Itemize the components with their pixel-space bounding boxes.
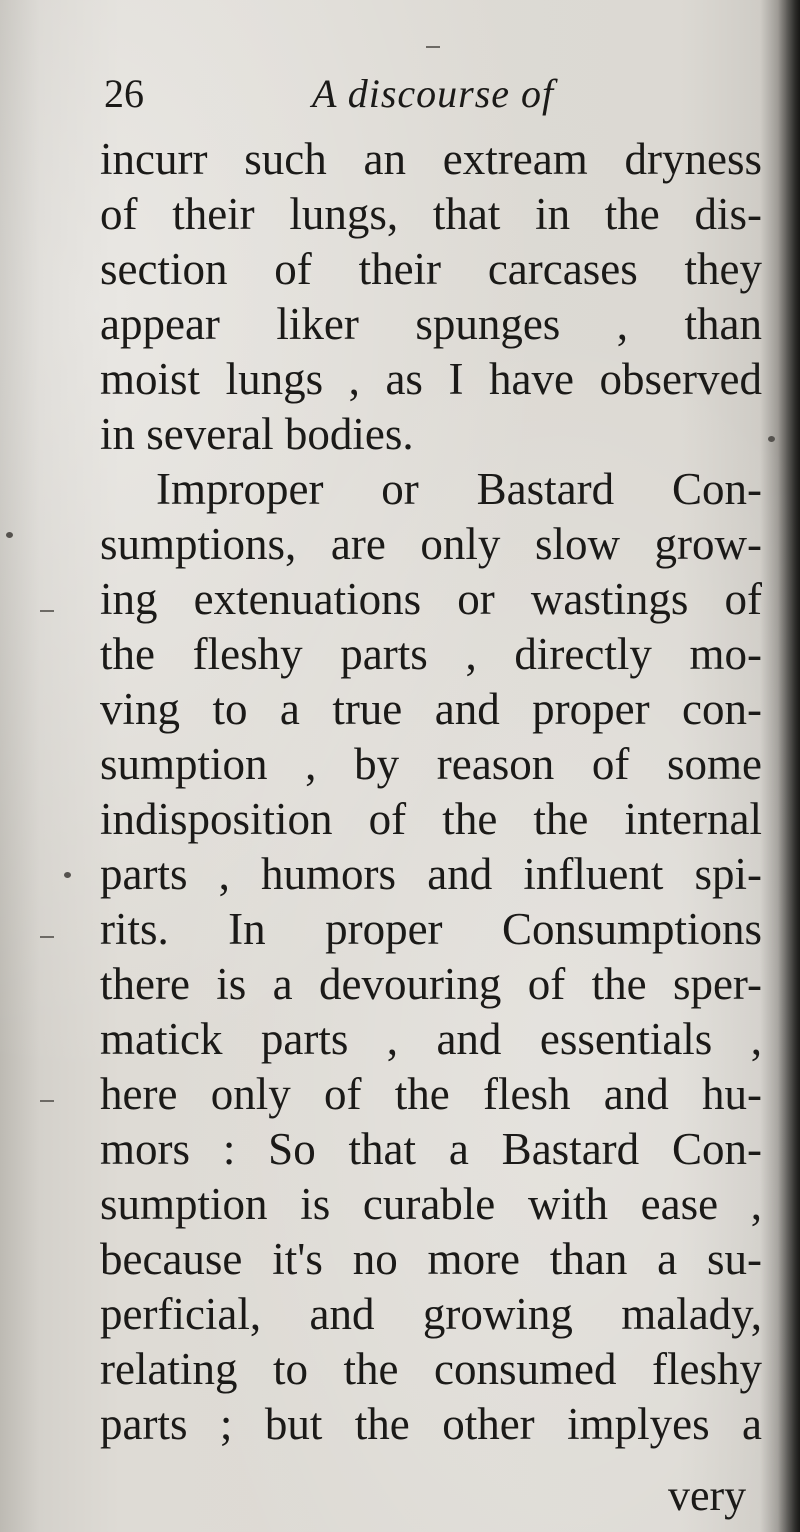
text-line: mors : So that a Bastard Con- — [100, 1124, 762, 1174]
print-mark — [40, 610, 54, 612]
text-line: there is a devouring of the sper- — [100, 959, 762, 1009]
text-line: sumption , by reason of some — [100, 739, 762, 789]
text-line: relating to the consumed fleshy — [100, 1344, 762, 1394]
text-line: Improper or Bastard Con- — [156, 464, 762, 514]
paragraph — [100, 462, 762, 1452]
catchword: very — [668, 1471, 747, 1520]
text-line: the fleshy parts , directly mo- — [100, 629, 762, 679]
ink-speck — [6, 532, 13, 538]
text-line: parts , humors and influent spi- — [100, 849, 762, 899]
text-line: perficial, and growing malady, — [100, 1289, 762, 1339]
text-line: in several bodies. — [100, 409, 414, 459]
text-line: section of their carcases they — [100, 244, 762, 294]
page-header — [104, 68, 624, 128]
text-line: sumptions, are only slow grow- — [100, 519, 762, 569]
print-mark — [426, 46, 440, 48]
text-line: sumption is curable with ease , — [100, 1179, 762, 1229]
text-line: moist lungs , as I have observed — [100, 354, 762, 404]
paragraph — [100, 132, 762, 462]
page-edge-shadow — [778, 0, 800, 1532]
ink-speck — [64, 872, 71, 878]
print-mark — [40, 936, 54, 938]
text-line: because it's no more than a su- — [100, 1234, 762, 1284]
running-head: A discourse of — [312, 71, 555, 116]
print-mark — [40, 1100, 54, 1102]
text-line: indisposition of the the internal — [100, 794, 762, 844]
text-line: ing extenuations or wastings of — [100, 574, 762, 624]
text-line: ving to a true and proper con- — [100, 684, 762, 734]
text-line: of their lungs, that in the dis- — [100, 189, 762, 239]
text-line: rits. In proper Consumptions — [100, 904, 762, 954]
text-line: incurr such an extream dryness — [100, 134, 762, 184]
body-text — [100, 132, 762, 1452]
text-line: here only of the flesh and hu- — [100, 1069, 762, 1119]
page-number: 26 — [104, 71, 144, 116]
text-line: matick parts , and essentials , — [100, 1014, 762, 1064]
text-line: parts ; but the other implyes a — [100, 1399, 762, 1449]
ink-speck — [768, 436, 775, 442]
text-line: appear liker spunges , than — [100, 299, 762, 349]
